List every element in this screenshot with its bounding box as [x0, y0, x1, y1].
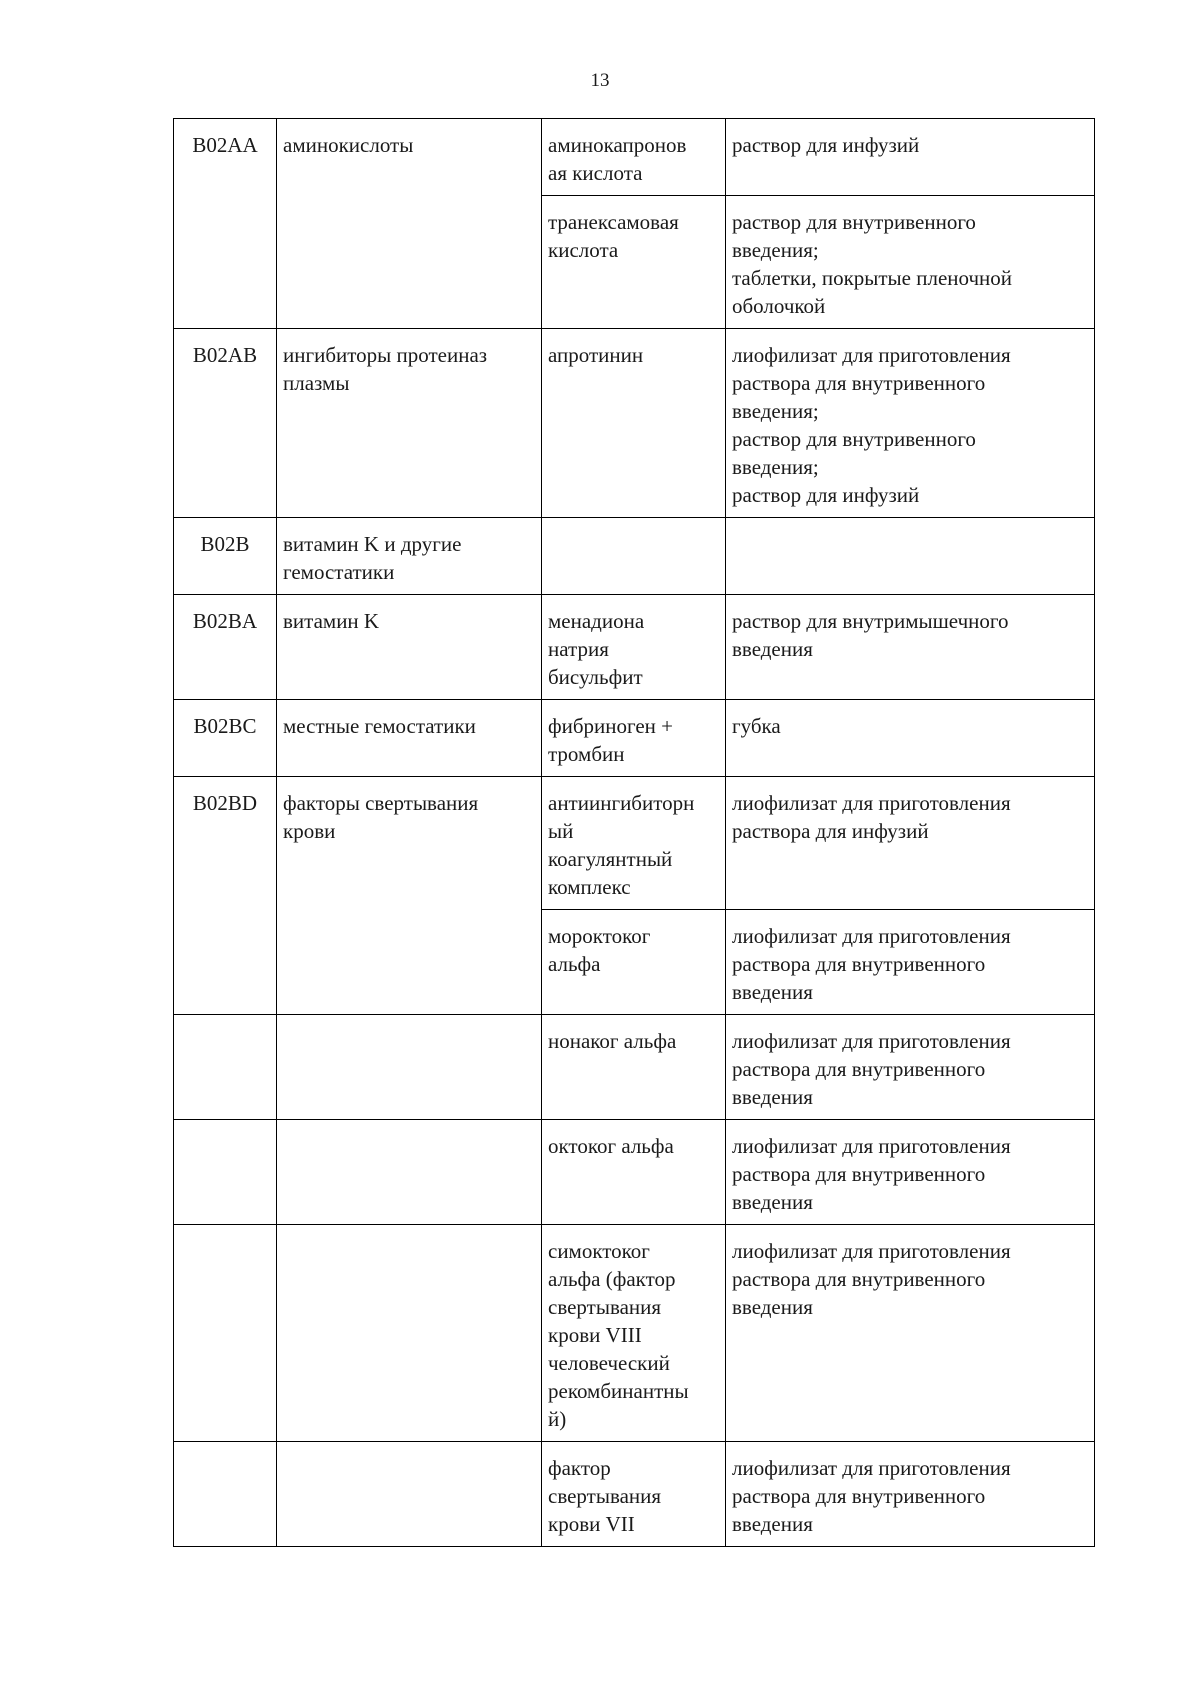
substance-cell: симоктоког альфа (фактор свертывания крови VIII человеческий рекомбинантны й)	[542, 1225, 726, 1442]
substance-cell: антиингибиторн ый коагулянтный комплекс	[542, 777, 726, 910]
substance-cell: мороктоког альфа	[542, 910, 726, 1015]
pharm-group-cell	[277, 1225, 542, 1442]
atc-code-cell: B02B	[174, 518, 277, 595]
table-row	[174, 777, 1095, 910]
atc-code-cell: B02BC	[174, 700, 277, 777]
dosage-form-cell: лиофилизат для приготовления раствора для внутривенного введения	[726, 1120, 1095, 1225]
dosage-form-cell: лиофилизат для приготовления раствора для внутривенного введения	[726, 1442, 1095, 1547]
dosage-form-cell	[726, 518, 1095, 595]
substance-cell: фактор свертывания крови VII	[542, 1442, 726, 1547]
dosage-form-cell: лиофилизат для приготовления раствора для внутривенного введения; раствор для внутривенного введения; раствор для инфузий	[726, 329, 1095, 518]
table-row	[174, 1120, 1095, 1225]
dosage-form-cell: раствор для внутримышечного введения	[726, 595, 1095, 700]
table-row	[174, 595, 1095, 700]
atc-code-cell	[174, 1015, 277, 1120]
substance-cell: менадиона натрия бисульфит	[542, 595, 726, 700]
pharm-group-cell	[277, 1442, 542, 1547]
pharm-group-cell: аминокислоты	[277, 119, 542, 329]
dosage-form-cell: раствор для внутривенного введения; таблетки, покрытые пленочной оболочкой	[726, 196, 1095, 329]
substance-cell: октоког альфа	[542, 1120, 726, 1225]
dosage-form-cell: лиофилизат для приготовления раствора для инфузий	[726, 777, 1095, 910]
atc-code-cell: B02BA	[174, 595, 277, 700]
pharm-group-cell	[277, 1015, 542, 1120]
atc-code-cell: B02BD	[174, 777, 277, 1015]
substance-cell: апротинин	[542, 329, 726, 518]
substance-cell: фибриноген + тромбин	[542, 700, 726, 777]
atc-code-cell	[174, 1225, 277, 1442]
pharm-group-cell: ингибиторы протеиназ плазмы	[277, 329, 542, 518]
table-row	[174, 1015, 1095, 1120]
dosage-form-cell: губка	[726, 700, 1095, 777]
dosage-form-cell: раствор для инфузий	[726, 119, 1095, 196]
table-row	[174, 700, 1095, 777]
pharm-group-cell: местные гемостатики	[277, 700, 542, 777]
pharm-group-cell: факторы свертывания крови	[277, 777, 542, 1015]
substance-cell: нонаког альфа	[542, 1015, 726, 1120]
pharm-group-cell: витамин K и другие гемостатики	[277, 518, 542, 595]
atc-code-cell	[174, 1120, 277, 1225]
dosage-form-cell: лиофилизат для приготовления раствора для внутривенного введения	[726, 1225, 1095, 1442]
dosage-form-cell: лиофилизат для приготовления раствора для внутривенного введения	[726, 1015, 1095, 1120]
substance-cell	[542, 518, 726, 595]
pharm-group-cell: витамин K	[277, 595, 542, 700]
atc-code-cell	[174, 1442, 277, 1547]
table-row	[174, 1442, 1095, 1547]
drug-table	[173, 118, 1095, 1547]
substance-cell: аминокапронов ая кислота	[542, 119, 726, 196]
table-row	[174, 119, 1095, 196]
pharm-group-cell	[277, 1120, 542, 1225]
substance-cell: транексамовая кислота	[542, 196, 726, 329]
table-row	[174, 329, 1095, 518]
table-row	[174, 1225, 1095, 1442]
atc-code-cell: B02AB	[174, 329, 277, 518]
table-row	[174, 518, 1095, 595]
dosage-form-cell: лиофилизат для приготовления раствора для внутривенного введения	[726, 910, 1095, 1015]
page-number: 13	[590, 70, 610, 91]
atc-code-cell: B02AA	[174, 119, 277, 329]
